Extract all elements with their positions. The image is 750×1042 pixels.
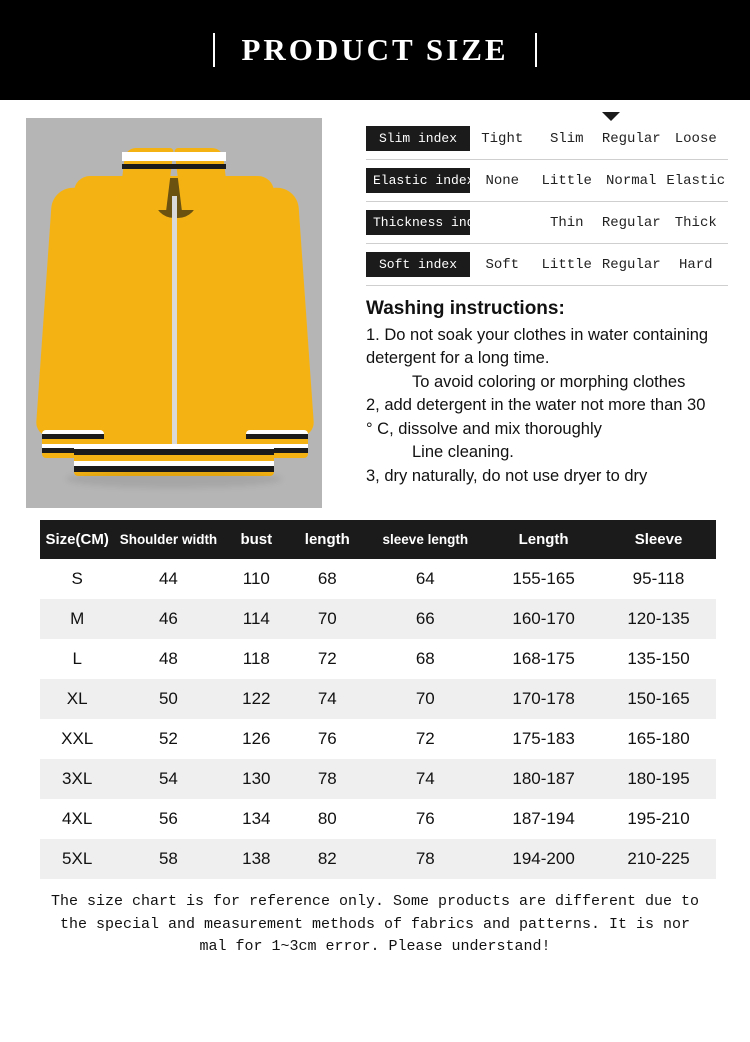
cell-length: 80 xyxy=(317,809,337,828)
cell-shoulder: 56 xyxy=(158,809,178,828)
cell-length: 82 xyxy=(290,839,364,879)
index-options-soft xyxy=(470,257,728,273)
cell-sleeve-length: 66 xyxy=(364,599,486,639)
col-header-sleeve-length: sleeve length xyxy=(364,520,486,559)
index-option[interactable]: Regular xyxy=(601,256,661,273)
cell-length: 74 xyxy=(290,679,364,719)
col-header-length: length xyxy=(290,520,364,559)
index-row-soft xyxy=(366,244,728,286)
cell-bust: 114 xyxy=(223,599,291,639)
cell-sleeve: 135-150 xyxy=(627,649,690,668)
header-inner xyxy=(213,32,536,68)
cell-size: 3XL xyxy=(40,759,114,799)
table-row xyxy=(40,599,716,639)
cell-body-length: 175-183 xyxy=(512,729,575,748)
cell-body-length: 155-165 xyxy=(512,569,575,588)
cell-size: XXL xyxy=(61,729,94,748)
cell-length: 68 xyxy=(317,569,337,588)
jacket-zipper xyxy=(172,196,177,446)
index-option[interactable]: Regular xyxy=(601,130,661,147)
index-option[interactable]: Elastic xyxy=(666,172,726,189)
index-option[interactable]: Slim xyxy=(549,130,584,147)
index-row-thickness xyxy=(366,202,728,244)
index-option[interactable]: Hard xyxy=(678,256,713,273)
col-header-sleeve: Sleeve xyxy=(601,520,716,559)
cell-bust: 118 xyxy=(242,649,270,668)
cell-body-length: 168-175 xyxy=(512,649,575,668)
index-row-slim xyxy=(366,118,728,160)
disclaimer-line: the special and measurement methods of fabrics and patterns. It is nor xyxy=(59,915,691,933)
cell-bust: 110 xyxy=(242,569,270,588)
cell-shoulder: 52 xyxy=(158,729,178,748)
cell-sleeve-length: 64 xyxy=(415,569,435,588)
index-option[interactable]: Little xyxy=(541,172,592,189)
disclaimer-line: The size chart is for reference only. Some products are different due to xyxy=(50,893,700,910)
cell-sleeve-length: 76 xyxy=(415,809,435,828)
cell-shoulder: 44 xyxy=(158,569,178,588)
cell-sleeve-length: 70 xyxy=(364,679,486,719)
cell-sleeve-length: 74 xyxy=(364,759,486,799)
cell-body-length: 180-187 xyxy=(486,759,601,799)
cell-bust: 122 xyxy=(223,679,291,719)
cell-length: 76 xyxy=(317,729,337,748)
cell-sleeve: 210-225 xyxy=(601,839,716,879)
table-row xyxy=(40,559,716,599)
cell-body-length: 194-200 xyxy=(486,839,601,879)
index-option[interactable]: Thin xyxy=(549,214,584,231)
washing-line: 3, dry naturally, do not use dryer to dry xyxy=(366,466,648,485)
size-table-section xyxy=(0,514,750,879)
cell-shoulder: 58 xyxy=(114,839,222,879)
cell-size: 4XL xyxy=(62,809,93,828)
index-option[interactable]: Thick xyxy=(674,214,717,231)
cell-bust: 138 xyxy=(223,839,291,879)
cell-bust: 134 xyxy=(242,809,271,828)
index-table xyxy=(366,118,728,286)
disclaimer-line: mal for 1~3cm error. Please understand! xyxy=(199,938,551,955)
washing-line: To avoid coloring or morphing clothes xyxy=(412,372,686,391)
page-title: PRODUCT SIZE xyxy=(241,32,509,67)
cell-sleeve: 95-118 xyxy=(632,569,685,588)
table-header-row xyxy=(40,520,716,559)
table-row xyxy=(40,759,716,799)
washing-line: Line cleaning. xyxy=(412,443,514,462)
product-image xyxy=(26,118,322,508)
washing-line: detergent for a long time. xyxy=(366,349,550,368)
index-row-elastic xyxy=(366,160,728,202)
jacket-collar-stripe-white xyxy=(122,152,226,161)
cell-body-length: 170-178 xyxy=(486,679,601,719)
index-option[interactable]: None xyxy=(485,172,520,189)
index-options-thickness xyxy=(470,215,728,231)
col-header-bust: bust xyxy=(223,520,291,559)
col-header-size: Size(CM) xyxy=(40,520,114,559)
index-options-slim xyxy=(470,131,728,147)
jacket-shadow xyxy=(66,470,282,488)
top-section xyxy=(0,100,750,514)
header-divider-left xyxy=(213,33,215,67)
selection-marker-icon xyxy=(602,112,620,121)
cell-sleeve: 180-195 xyxy=(601,759,716,799)
cell-body-length: 160-170 xyxy=(486,599,601,639)
cell-sleeve: 150-165 xyxy=(601,679,716,719)
cell-length: 72 xyxy=(317,649,337,668)
index-label-elastic: Elastic index xyxy=(366,168,470,193)
info-column xyxy=(322,118,728,508)
header-divider-right xyxy=(535,33,537,67)
washing-instructions-title: Washing instructions: xyxy=(366,298,565,319)
cell-shoulder: 46 xyxy=(114,599,222,639)
index-option[interactable]: Normal xyxy=(606,172,657,189)
index-label-slim: Slim index xyxy=(366,126,470,151)
cell-body-length: 187-194 xyxy=(512,809,575,828)
cell-size: L xyxy=(72,649,82,668)
cell-sleeve-length: 68 xyxy=(415,649,435,668)
cell-sleeve: 195-210 xyxy=(627,809,690,828)
table-row xyxy=(40,839,716,879)
cell-sleeve-length: 78 xyxy=(364,839,486,879)
table-row xyxy=(40,679,716,719)
cell-shoulder: 54 xyxy=(114,759,222,799)
index-option[interactable]: Soft xyxy=(485,256,520,273)
washing-line: 2, add detergent in the water not more than 30 xyxy=(366,396,706,415)
cell-sleeve-length: 72 xyxy=(415,729,435,748)
page-header xyxy=(0,0,750,100)
cell-size: S xyxy=(71,569,83,588)
cell-size: M xyxy=(40,599,114,639)
table-row xyxy=(40,799,716,839)
index-label-soft: Soft index xyxy=(366,252,470,277)
cell-size: XL xyxy=(40,679,114,719)
index-option[interactable]: Regular xyxy=(601,214,661,231)
cell-length: 70 xyxy=(290,599,364,639)
washing-line: 1. Do not soak your clothes in water containing xyxy=(366,326,709,344)
index-option[interactable]: Little xyxy=(541,256,592,273)
size-table xyxy=(40,520,716,879)
index-option[interactable]: Loose xyxy=(674,130,717,147)
disclaimer-note xyxy=(0,879,750,959)
index-option[interactable]: Tight xyxy=(481,130,524,147)
cell-shoulder: 50 xyxy=(114,679,222,719)
col-header-body-length: Length xyxy=(486,520,601,559)
index-options-elastic xyxy=(470,173,728,189)
index-label-thickness: Thickness index xyxy=(366,210,470,235)
col-header-shoulder: Shoulder width xyxy=(114,520,222,559)
cell-bust: 130 xyxy=(223,759,291,799)
cell-shoulder: 48 xyxy=(158,649,178,668)
cell-bust: 126 xyxy=(242,729,271,748)
table-row xyxy=(40,719,716,759)
table-row xyxy=(40,639,716,679)
washing-line: ° C, dissolve and mix thoroughly xyxy=(366,419,602,438)
cell-length: 78 xyxy=(290,759,364,799)
jacket-collar-stripe-black xyxy=(122,164,226,169)
cell-sleeve: 120-135 xyxy=(601,599,716,639)
cell-size: 5XL xyxy=(40,839,114,879)
cell-sleeve: 165-180 xyxy=(627,729,690,748)
